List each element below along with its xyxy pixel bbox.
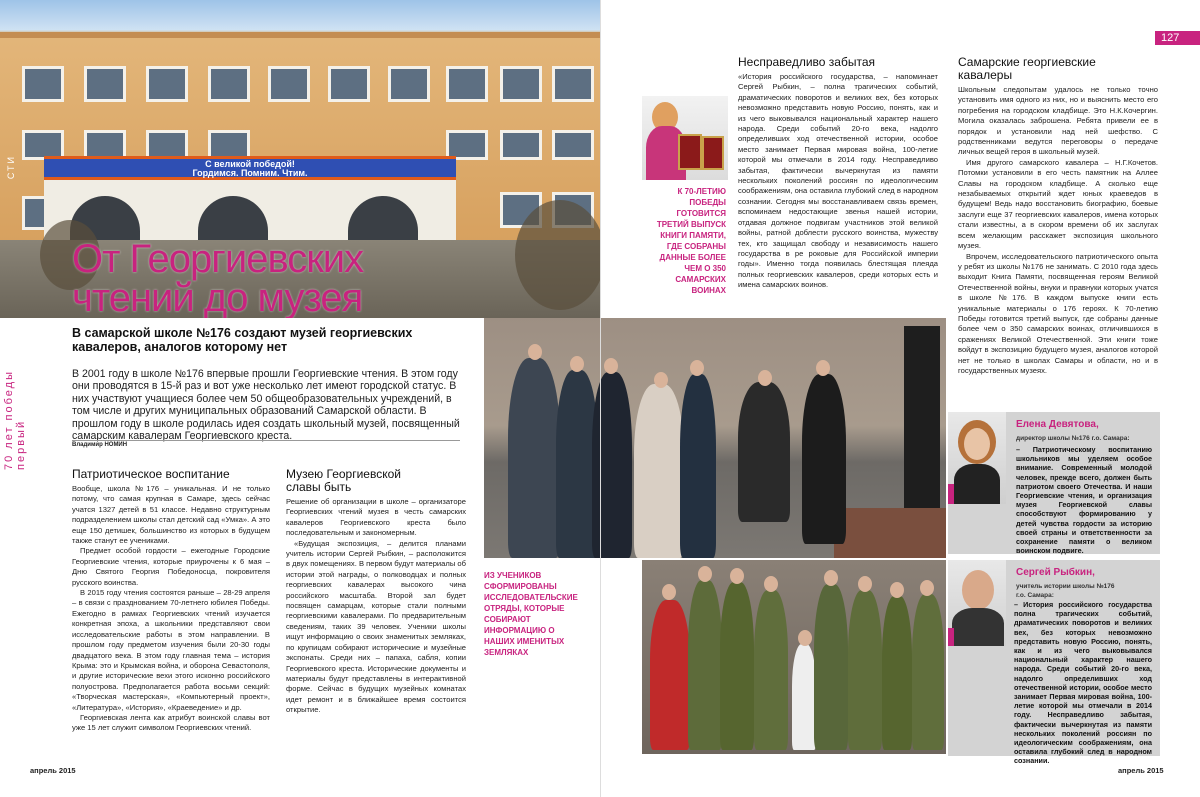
paragraph: Имя другого самарского кавалера – Н.Г.Кочетов. Потомки установили в его честь памятник на Аллее Славы на городском кладбище. А сколько еще незабываемых открытий ждет юных краеведов в будущем! Ведь надо восстановить биографию, боевые заслуги еще 37 георгиевских кавалеров, имена которых стали известны, а в скором времени об их заслугах всем желающим расскажет экспозиция школьного музея. <box>958 157 1158 251</box>
hero-photo-school <box>0 0 600 318</box>
paragraph: Школьным следопытам удалось не только точно установить имя одного из них, но и выяснить место его погребения на городском кладбище. Это Н.К.Кочергин. Могила оказалась заброшена. Ребята привели ее в порядок и установили над ней шефство. С родственниками ведутся переговоры о передаче личных вещей героя в школьный музей. <box>958 85 1158 157</box>
quote-role: директор школы №176 г.о. Самара: <box>1016 435 1130 442</box>
article-lead: В самарской школе №176 создают музей георгиевских кавалеров, аналогов которому нет <box>72 326 413 354</box>
page-gutter <box>600 0 601 797</box>
quote-name: Сергей Рыбкин, <box>1016 567 1095 578</box>
photo-students <box>642 560 946 754</box>
paragraph: В 2015 году чтения состоятся раньше – 28-29 апреля – в связи с празднованием 70-летнего юбилея Победы. Ежегодно в рамках Георгиевских чтений изучается конкретная эпоха, а школьники представляют свои исследовательские работы в этом направлении. В прошлом году предметом изучения были 20-30 годы двадцатого века. В этом году главная тема – история Крыма: это и Крымская война, и оборона Севастополя, и другие исторические вехи этого исконно российского полуострова. Предполагается работа восьми секций: «Творческая мастерская», «Компьютерный проект», «Литература», «История», «Краеведение» и др. <box>72 588 270 712</box>
quote-box-rybkin <box>948 560 1160 766</box>
article-intro: В 2001 году в школе №176 впервые прошли Георгиевские чтения. В этом году они проводятся в 15-й раз и вот уже несколько лет имеют городской статус. В них участвуют учащиеся более чем 50 общеобразовательных учреждений, в том числе и других муниципальных образований Самарской области. В прошлом году в школе родилась идея создать школьный музей, посвященный самарским кавалерам Георгиевского креста. <box>72 368 460 443</box>
paragraph: Георгиевская лента как атрибут воинской славы вот уже 15 лет служит символом Георгиевских чтений. <box>72 712 270 733</box>
quote-box-devyatova <box>948 412 1160 554</box>
series-label: 70 лет победы первый <box>3 369 27 470</box>
caption-book: К 70-ЛЕТИЮ ПОБЕДЫ ГОТОВИТСЯ ТРЕТИЙ ВЫПУСК КНИГИ ПАМЯТИ, ГДЕ СОБРАНЫ ДАННЫЕ БОЛЕЕ ЧЕМ О 350 САМАРСКИХ ВОИНАХ <box>656 187 726 295</box>
photo-book-of-memory <box>642 96 728 180</box>
footer-date-right: апрель 2015 <box>1118 766 1164 775</box>
quote-text: – Патриотическому воспитанию школьников мы уделяем особое внимание. Современный молодой человек, прежде всего, должен быть патриотом своего Отечества. И наши Георгиевские чтения, и организация музея Георгиевской славы способствуют формированию у детей чувства гордости за историю своей страны и ответственности за сохранение памяти о великом воинском подвиге. <box>1016 445 1152 556</box>
photo-memorial <box>484 318 946 558</box>
avatar <box>948 412 1006 504</box>
footer-date-left: апрель 2015 <box>30 766 76 775</box>
paragraph: Вообще, школа №176 – уникальная. И не только потому, что самая крупная в Самаре, здесь сейчас учатся 1327 детей в 51 классе. Недавно структурным подразделением школы стал детский сад «Умка». А это еще 150 детишек, большинство из которых в будущем также станут ее учениками. <box>72 484 270 546</box>
section-heading: Самарские георгиевские кавалеры <box>958 55 1096 82</box>
paragraph: Впрочем, исследовательского патриотического опыта у ребят из школы №176 не занимать. С 2010 года здесь выходит Книга Памяти, посвященная героям Великой Отечественной войны, внуки и правнуки которых учатся в школе №176. В каждом выпуске книги есть уникальные материалы о 176 героях. К 70-летию Победы готовится третий выпуск, где собраны данные более чем о 350 самарских воинах, отличившихся в сражениях Великой Отечественной. Эти книги тоже войдут в экспозицию будущего музея, аналогов которой нет не только в школах Самары и области, но и в государственных музеях. <box>958 251 1158 375</box>
school-banner: С великой победой! Гордимся. Помним. Чтим. <box>44 156 456 180</box>
paragraph: «История российского государства, – напоминает Сергей Рыбкин, – полна трагических событий, драматических поворотов и великих вех, без которых невозможно представить новую Россию, понять, как и из чего выковывался национальный характер нашего народа. Среди событий 20-го века, надолго определивших ход отечественной истории, особое место занимает Первая мировая война, 100-летие которой мы отмечали в 2014 году. Несправедливо забытая, фактически вычеркнутая из памяти нескольких поколений россиян по идеологическим соображениям, она оставила глубокий след в народном сознании. Сегодня мы восстанавливаем связь времен, вспоминаем недостающие звенья нашей истории, отдавая должное подвигам участников этой великой войны, ратной доблести русского воинства, мужеству тех, кто защищал свободу и независимость нашего государства в ре роковые для Российской империи годы». Именно тогда появилась блестящая плеяда полных георгиевских кавалеров, среди которых есть и имена самарских воинов. <box>738 72 938 290</box>
paragraph: Решение об организации в школе – организаторе Георгиевских чтений музея в честь самарских кавалеров Георгиевского креста было последовательным и закономерным. <box>286 497 466 538</box>
author-byline: Владимир НОМИН <box>72 442 128 448</box>
section-museum <box>286 468 466 716</box>
quote-text: – История российского государства полна трагических событий, драматических поворотов и великих вех, без которых невозможно представить новую Россию, понять, как и из чего выковывался национальный характер нашего народа. Среди событий 20-го века, надолго определивших ход отечественной истории, особое место занимает Первая мировая война, 100-летие которой мы отмечали в 2014 году. Несправедливо забытая, фактически вычеркнутая из памяти нескольких поколений россиян по идеологическим соображениям, она оставила глубокий след в народном сознании. <box>1014 600 1152 766</box>
section-heading: Музею Георгиевской славы быть <box>286 467 401 494</box>
article-title: От Георгиевских чтений до музея <box>72 237 364 318</box>
page-number-right: 127 <box>1155 31 1200 45</box>
section-heading: Патриотическое воспитание <box>72 467 230 481</box>
quote-role: учитель истории школы №176 г.о. Самара: <box>1016 583 1115 600</box>
quote-name: Елена Девятова, <box>1016 419 1099 430</box>
section-heading: Несправедливо забытая <box>738 55 875 69</box>
hero-side-text: СТИ <box>6 155 16 180</box>
section-cavaliers <box>958 56 1158 376</box>
avatar <box>948 560 1006 646</box>
caption-students: ИЗ УЧЕНИКОВ СФОРМИРОВАНЫ ИССЛЕДОВАТЕЛЬСКИЕ ОТРЯДЫ, КОТОРЫЕ СОБИРАЮТ ИНФОРМАЦИЮ О НАШИХ ИМЕНИТЫХ ЗЕМЛЯКАХ <box>484 571 578 657</box>
section-patriotic <box>72 468 270 734</box>
divider <box>72 440 460 441</box>
paragraph: «Будущая экспозиция, – делится планами учитель истории Сергей Рыбкин, – расположится в двух помещениях. В первом будут материалы об истории этой награды, о полководцах и полных георгиевских кавалерах высокого чина российского масштаба. Второй зал будет посвящен самарцам, которые стали полными георгиевскими кавалерами. По предварительным сведениям, таких 39 человек. Ученики школы ищут информацию о своих знаменитых земляках, по крупицам собирают исторические и музейные экспонаты. Среди них – папаха, сабля, копии Георгиевского креста. Исторические документы и материалы будут представлены в интерактивной форме. Сейчас в будущих музейных комнатах идет ремонт и в ближайшее время состоится открытие. <box>286 538 466 715</box>
paragraph: Предмет особой гордости – ежегодные Городские Георгиевские чтения, которые приурочены к 6 мая – Дню Святого Георгия Победоносца, покровителя русского воинства. <box>72 546 270 587</box>
section-forgotten <box>738 56 938 291</box>
